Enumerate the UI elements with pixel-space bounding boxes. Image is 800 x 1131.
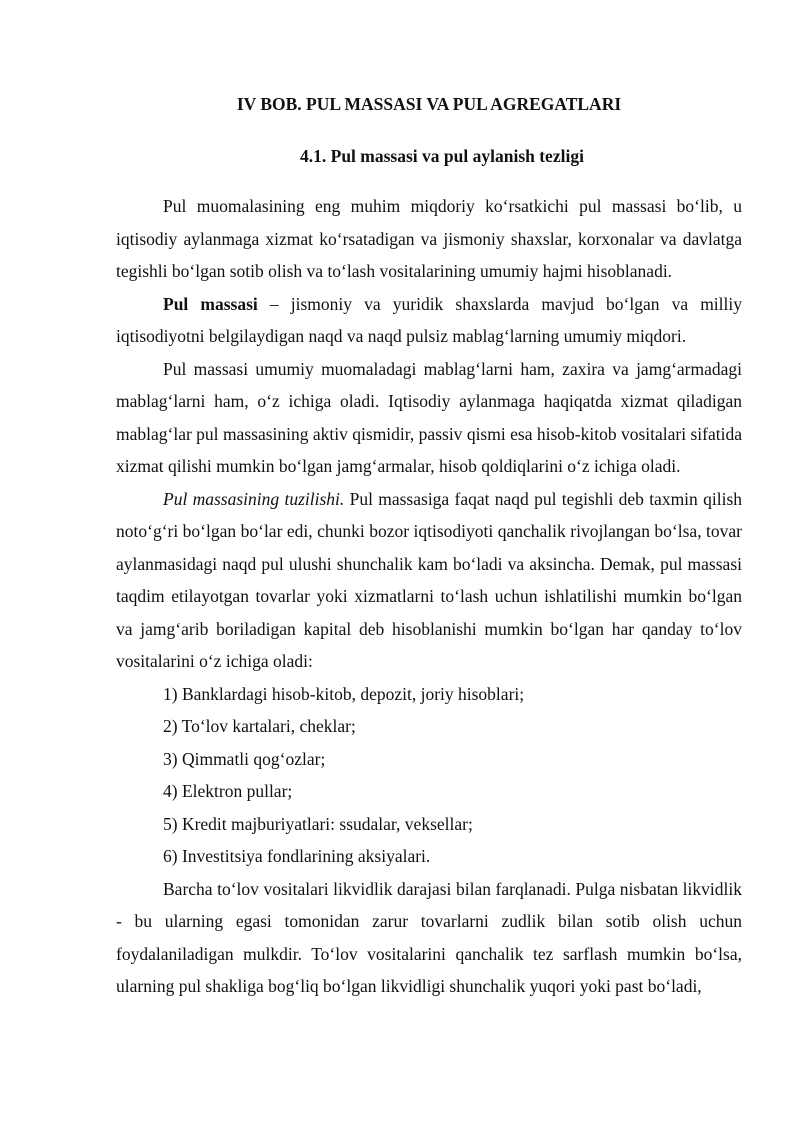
list-item: 2) To‘lov kartalari, cheklar; bbox=[163, 716, 356, 736]
term-tuzilishi: Pul massasining tuzilishi. bbox=[163, 488, 345, 509]
list-item: 6) Investitsiya fondlarining aksiyalari. bbox=[163, 846, 431, 866]
list-item: 3) Qimmatli qog‘ozlar; bbox=[163, 748, 326, 769]
body-text bbox=[116, 190, 742, 1003]
definition-text: – jismoniy va yuridik shaxslarda mavjud bo‘lgan va milliy iqtisodiyotni belgilaydigan naqd va naqd pulsiz mablag‘larning umumiy miqdori. bbox=[116, 293, 743, 346]
paragraph-2 bbox=[116, 288, 742, 353]
paragraph-5: Barcha to‘lov vositalari likvidlik darajasi bilan farqlanadi. Pulga nisbatan likvidlik - bu ularning egasi tomonidan zarur tovarlarni zudlik bilan sotib olish uchun foydalaniladigan mulkdir. To‘lov vositalarini qanchalik tez sarflash mumkin bo‘lsa, ularning pul shakliga bog‘liq bo‘lgan likvidligi shunchalik yuqori yoki past bo‘ladi, bbox=[116, 878, 742, 996]
paragraph-4 bbox=[116, 483, 742, 678]
paragraph-4-text: Pul massasiga faqat naqd pul tegishli deb taxmin qilish noto‘g‘ri bo‘lgan bo‘lar edi, chunki bozor iqtisodiyoti qanchalik rivojlangan bo‘lsa, tovar aylanmasidagi naqd pul ulushi shunchalik kam bo‘ladi va aksincha. Demak, pul massasi taqdim etilayotgan tovarlar yoki xizmatlarni to‘lash uchun ishlatilishi mumkin bo‘lgan va jamg‘arib boriladigan kapital deb hisoblanishi mumkin bo‘lgan har qanday to‘lov vositalarini o‘z ichiga oladi: bbox=[116, 488, 743, 671]
payment-means-list bbox=[116, 678, 742, 873]
section-title: 4.1. Pul massasi va pul aylanish tezligi bbox=[300, 146, 584, 166]
list-item: 1) Banklardagi hisob-kitob, depozit, joriy hisoblari; bbox=[163, 683, 525, 704]
page-content bbox=[116, 88, 742, 1003]
paragraph-1: Pul muomalasining eng muhim miqdoriy ko‘rsatkichi pul massasi bo‘lib, u iqtisodiy aylanmaga xizmat ko‘rsatadigan va jismoniy shaxslar, korxonalar va davlatga tegishli bo‘lgan sotib olish va to‘lash vositalarining umumiy hajmi hisoblanadi. bbox=[116, 196, 742, 281]
paragraph-3: Pul massasi umumiy muomaladagi mablag‘larni ham, zaxira va jamg‘armadagi mablag‘larni ham, o‘z ichiga oladi. Iqtisodiy aylanmaga haqiqatda xizmat qiladigan mablag‘lar pul massasining aktiv qismidir, passiv qismi esa hisob-kitob vositalari sifatida xizmat qilishi mumkin bo‘lgan jamg‘armalar, hisob qoldiqlarini o‘z ichiga oladi. bbox=[116, 358, 742, 476]
chapter-title: IV BOB. PUL MASSASI VA PUL AGREGATLARI bbox=[236, 94, 622, 114]
list-item: 5) Kredit majburiyatlari: ssudalar, veksellar; bbox=[163, 813, 473, 834]
list-item: 4) Elektron pullar; bbox=[163, 781, 293, 801]
term-pul-massasi: Pul massasi bbox=[163, 293, 258, 314]
